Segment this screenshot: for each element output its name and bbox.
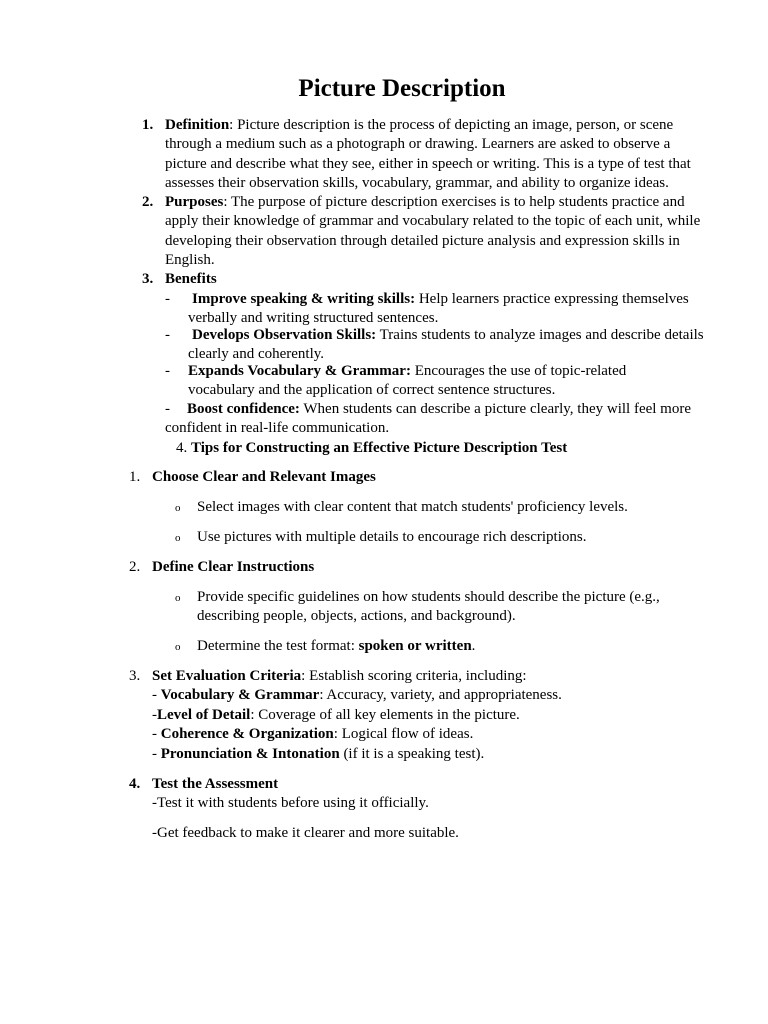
section-2-number: 2. xyxy=(142,194,154,210)
section-4-heading xyxy=(176,439,567,458)
tip-2-label: Define Clear Instructions xyxy=(152,559,315,575)
bullet-marker: o xyxy=(175,532,181,544)
tip-4-label: Test the Assessment xyxy=(152,776,279,792)
tip-2-number: 2. xyxy=(129,559,141,575)
benefit-dash: - xyxy=(165,291,170,307)
criteria-text: : Coverage of all key elements in the picture. xyxy=(250,707,520,723)
bullet-marker: o xyxy=(175,641,181,653)
benefit-item-confidence xyxy=(165,400,705,439)
tip-2-bullet-2-text: Determine the test format: xyxy=(197,638,359,654)
criteria-label: Level of Detail xyxy=(157,707,251,723)
bullet-marker: o xyxy=(175,592,181,604)
benefit-item-vocabulary xyxy=(188,362,648,401)
criteria-text: : Accuracy, variety, and appropriateness. xyxy=(319,687,562,703)
criteria-text: : Logical flow of ideas. xyxy=(333,726,474,742)
benefit-text: Help learners practice expressing themselves verbally and writing structured sentences. xyxy=(188,291,689,327)
benefit-label: Expands Vocabulary & Grammar: xyxy=(188,363,411,379)
tip-2-bullet-2-tail: . xyxy=(471,638,476,654)
benefit-text: When students can describe a picture clearly, they will feel more confident in real-life communication. xyxy=(165,401,691,437)
tip-2-bullet-1: Provide specific guidelines on how students should describe the picture (e.g., describing people, objects, actions, and background). xyxy=(197,589,660,625)
section-1-definition xyxy=(165,116,705,193)
tip-1-bullet-2: Use pictures with multiple details to encourage rich descriptions. xyxy=(197,529,587,545)
benefit-text: Trains students to analyze images and describe details clearly and coherently. xyxy=(188,327,704,363)
benefit-text: Encourages the use of topic-related vocabulary and the application of correct sentence structures. xyxy=(188,363,627,399)
tip-4-line-1: -Test it with students before using it officially. xyxy=(152,795,429,811)
section-3-label: Benefits xyxy=(165,271,217,287)
section-1-number: 1. xyxy=(142,117,154,133)
criteria-label: Vocabulary & Grammar xyxy=(160,687,320,703)
criteria-line xyxy=(152,745,484,764)
section-1-text: : Picture description is the process of depicting an image, person, or scene through a medium such as a photograph or drawing. Learners are asked to observe a picture and describe what they see, either in speech or writing. This is a type of test that assesses their observation skills, vocabulary, grammar, and ability to organize ideas. xyxy=(165,117,691,191)
benefit-item-observation xyxy=(188,326,708,365)
tip-3-label: Set Evaluation Criteria xyxy=(152,668,302,684)
criteria-prefix: - xyxy=(152,707,157,723)
section-4-number: 4. xyxy=(176,440,188,456)
criteria-text: (if it is a speaking test). xyxy=(339,746,485,762)
benefit-label: Develops Observation Skills: xyxy=(192,327,377,343)
benefit-label: Boost confidence: xyxy=(187,401,300,417)
criteria-line xyxy=(152,725,473,744)
bullet-marker: o xyxy=(175,502,181,514)
benefit-dash: - xyxy=(165,401,170,417)
criteria-label: Coherence & Organization xyxy=(160,726,334,742)
tip-3-heading xyxy=(152,667,527,686)
section-3-number: 3. xyxy=(142,271,154,287)
criteria-prefix: - xyxy=(152,746,161,762)
page-title: Picture Description xyxy=(298,75,506,102)
criteria-label: Pronunciation & Intonation xyxy=(160,746,340,762)
section-1-label: Definition xyxy=(165,117,230,133)
criteria-prefix: - xyxy=(152,687,161,703)
tip-1-number: 1. xyxy=(129,469,141,485)
tip-3-number: 3. xyxy=(129,668,141,684)
section-2-purposes xyxy=(165,193,705,270)
benefit-label: Improve speaking & writing skills: xyxy=(192,291,416,307)
section-2-text: : The purpose of picture description exercises is to help students practice and apply their knowledge of grammar and vocabulary related to the topic of each unit, while developing their observation through detailed picture analysis and expression skills in English. xyxy=(165,194,701,268)
tip-1-label: Choose Clear and Relevant Images xyxy=(152,469,376,485)
benefit-dash: - xyxy=(165,363,170,379)
tip-4-line-2: -Get feedback to make it clearer and more suitable. xyxy=(152,825,459,841)
section-4-label: Tips for Constructing an Effective Picture Description Test xyxy=(191,440,568,456)
tip-3-text: : Establish scoring criteria, including: xyxy=(301,668,527,684)
tip-2-bullet-2-bold: spoken or written xyxy=(358,638,472,654)
section-2-label: Purposes xyxy=(165,194,224,210)
tip-2-bullet-2 xyxy=(197,637,475,656)
criteria-prefix: - xyxy=(152,726,161,742)
benefit-dash: - xyxy=(165,327,170,343)
criteria-line xyxy=(152,686,562,705)
tip-1-bullet-1: Select images with clear content that match students' proficiency levels. xyxy=(197,499,628,515)
tip-4-number: 4. xyxy=(129,776,141,792)
criteria-line xyxy=(152,706,520,725)
benefit-item-speaking xyxy=(188,290,708,329)
